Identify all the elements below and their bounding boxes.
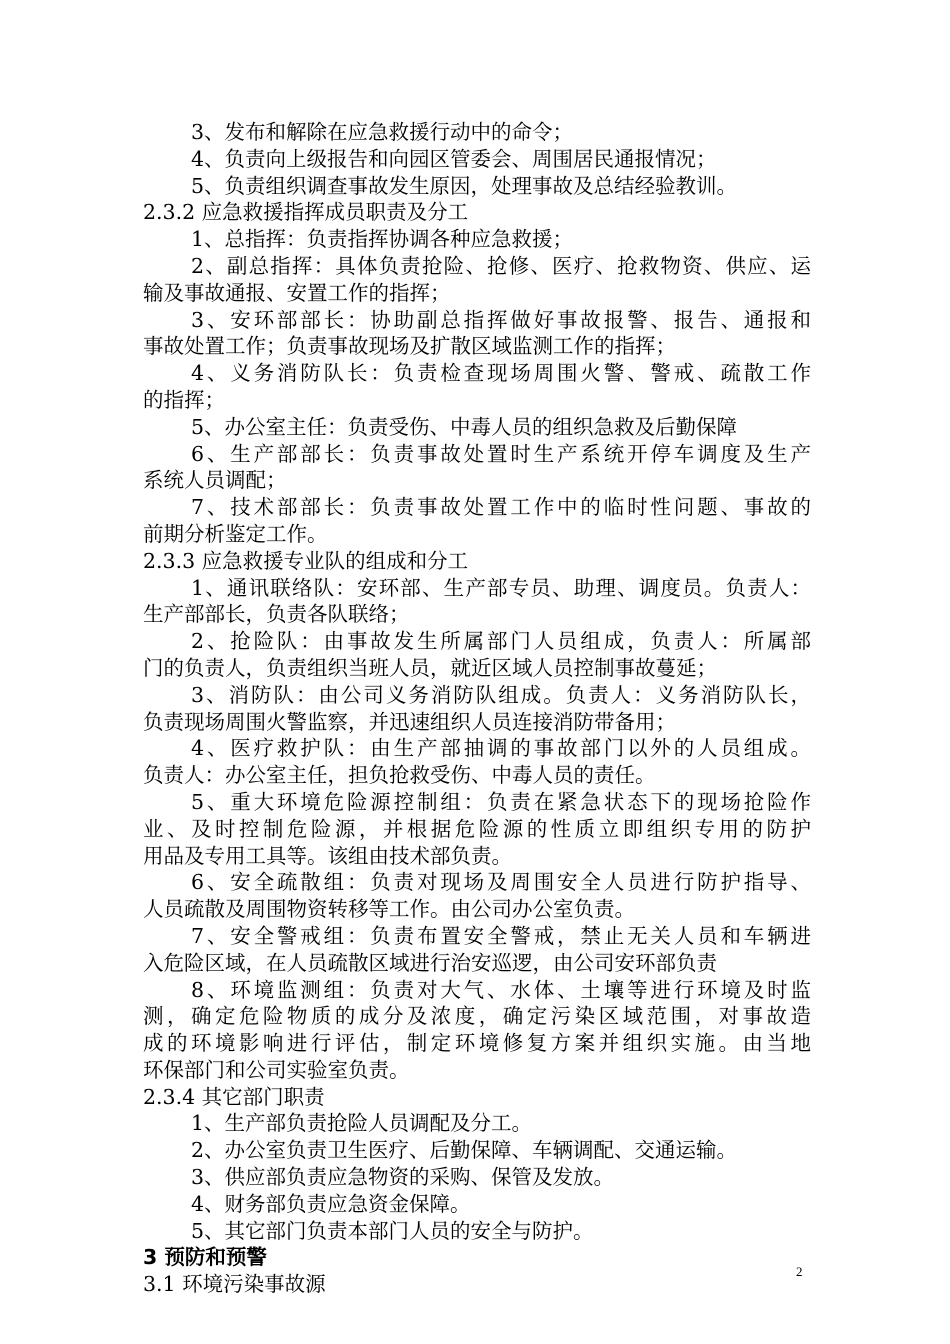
page-number: 2 [796, 1264, 803, 1279]
text-line: 5、办公室主任：负责受伤、中毒人员的组织急救及后勤保障 [191, 414, 738, 439]
text-line: 的指挥； [143, 387, 225, 412]
text-line: 3、安环部部长：协助副总指挥做好事故报警、报告、通报和 [191, 307, 811, 332]
text-line: 4、负责向上级报告和向园区管委会、周围居民通报情况； [191, 146, 717, 171]
text-line: 输及事故通报、安置工作的指挥； [143, 280, 451, 305]
section-heading: 3 预防和预警 [143, 1245, 267, 1270]
text-line: 1、生产部负责抢险人员调配及分工。 [191, 1111, 533, 1136]
text-line: 8、环境监测组：负责对大气、水体、土壤等进行环境及时监 [191, 977, 811, 1002]
text-line: 3、发布和解除在应急救援行动中的命令； [191, 120, 574, 144]
text-line: 5、其它部门负责本部门人员的安全与防护。 [191, 1218, 594, 1243]
text-line: 1、总指挥：负责指挥协调各种应急救援； [191, 227, 574, 252]
text-line: 3.1 环境污染事故源 [143, 1272, 326, 1297]
text-line: 4、财务部负责应急资金保障。 [191, 1191, 471, 1216]
text-line: 入危险区域，在人员疏散区域进行治安巡逻，由公司安环部负责 [143, 950, 717, 975]
text-line: 成的环境影响进行评估，制定环境修复方案并组织实施。由当地 [143, 1031, 811, 1056]
text-line: 7、技术部部长：负责事故处置工作中的临时性问题、事故的 [191, 495, 811, 520]
text-line: 人员疏散及周围物资转移等工作。由公司办公室负责。 [143, 897, 635, 922]
document-body [143, 119, 811, 1298]
text-line: 2、副总指挥：具体负责抢险、抢修、医疗、抢救物资、供应、运 [191, 253, 811, 278]
text-line: 3、消防队：由公司义务消防队组成。负责人：义务消防队长， [191, 682, 811, 707]
text-line: 7、安全警戒组：负责布置安全警戒，禁止无关人员和车辆进 [191, 923, 811, 948]
text-line: 前期分析鉴定工作。 [143, 521, 328, 546]
text-line: 5、负责组织调查事故发生原因，处理事故及总结经验教训。 [191, 173, 738, 198]
text-line: 事故处置工作；负责事故现场及扩散区域监测工作的指挥； [143, 334, 676, 359]
text-line: 2、抢险队：由事故发生所属部门人员组成，负责人：所属部 [191, 629, 811, 654]
text-line: 4、医疗救护队：由生产部抽调的事故部门以外的人员组成。 [191, 736, 811, 761]
text-line: 1、通讯联络队：安环部、生产部专员、助理、调度员。负责人： [191, 575, 811, 600]
text-line: 3、供应部负责应急物资的采购、保管及发放。 [191, 1165, 615, 1190]
text-line: 2.3.4 其它部门职责 [143, 1084, 325, 1109]
text-line: 生产部部长，负责各队联络； [143, 602, 410, 627]
text-line: 6、生产部部长：负责事故处置时生产系统开停车调度及生产 [191, 441, 811, 466]
text-line: 2、办公室负责卫生医疗、后勤保障、车辆调配、交通运输。 [191, 1138, 738, 1163]
text-line: 业、及时控制危险源，并根据危险源的性质立即组织专用的防护 [143, 816, 811, 841]
text-line: 系统人员调配； [143, 468, 287, 493]
text-line: 2.3.2 应急救援指挥成员职责及分工 [143, 200, 469, 225]
text-line: 6、安全疏散组：负责对现场及周围安全人员进行防护指导、 [191, 870, 811, 895]
text-line: 测，确定危险物质的成分及浓度，确定污染区域范围，对事故造 [143, 1004, 811, 1029]
text-line: 负责现场周围火警监察，并迅速组织人员连接消防带备用； [143, 709, 676, 734]
text-line: 门的负责人，负责组织当班人员，就近区域人员控制事故蔓延； [143, 655, 717, 680]
text-line: 负责人：办公室主任，担负抢救受伤、中毒人员的责任。 [143, 763, 656, 788]
text-line: 5、重大环境危险源控制组：负责在紧急状态下的现场抢险作 [191, 789, 811, 814]
text-line: 2.3.3 应急救援专业队的组成和分工 [143, 548, 469, 573]
text-line: 用品及专用工具等。该组由技术部负责。 [143, 843, 512, 868]
text-line: 4、义务消防队长：负责检查现场周围火警、警戒、疏散工作 [191, 361, 811, 386]
text-line: 环保部门和公司实验室负责。 [143, 1057, 410, 1082]
